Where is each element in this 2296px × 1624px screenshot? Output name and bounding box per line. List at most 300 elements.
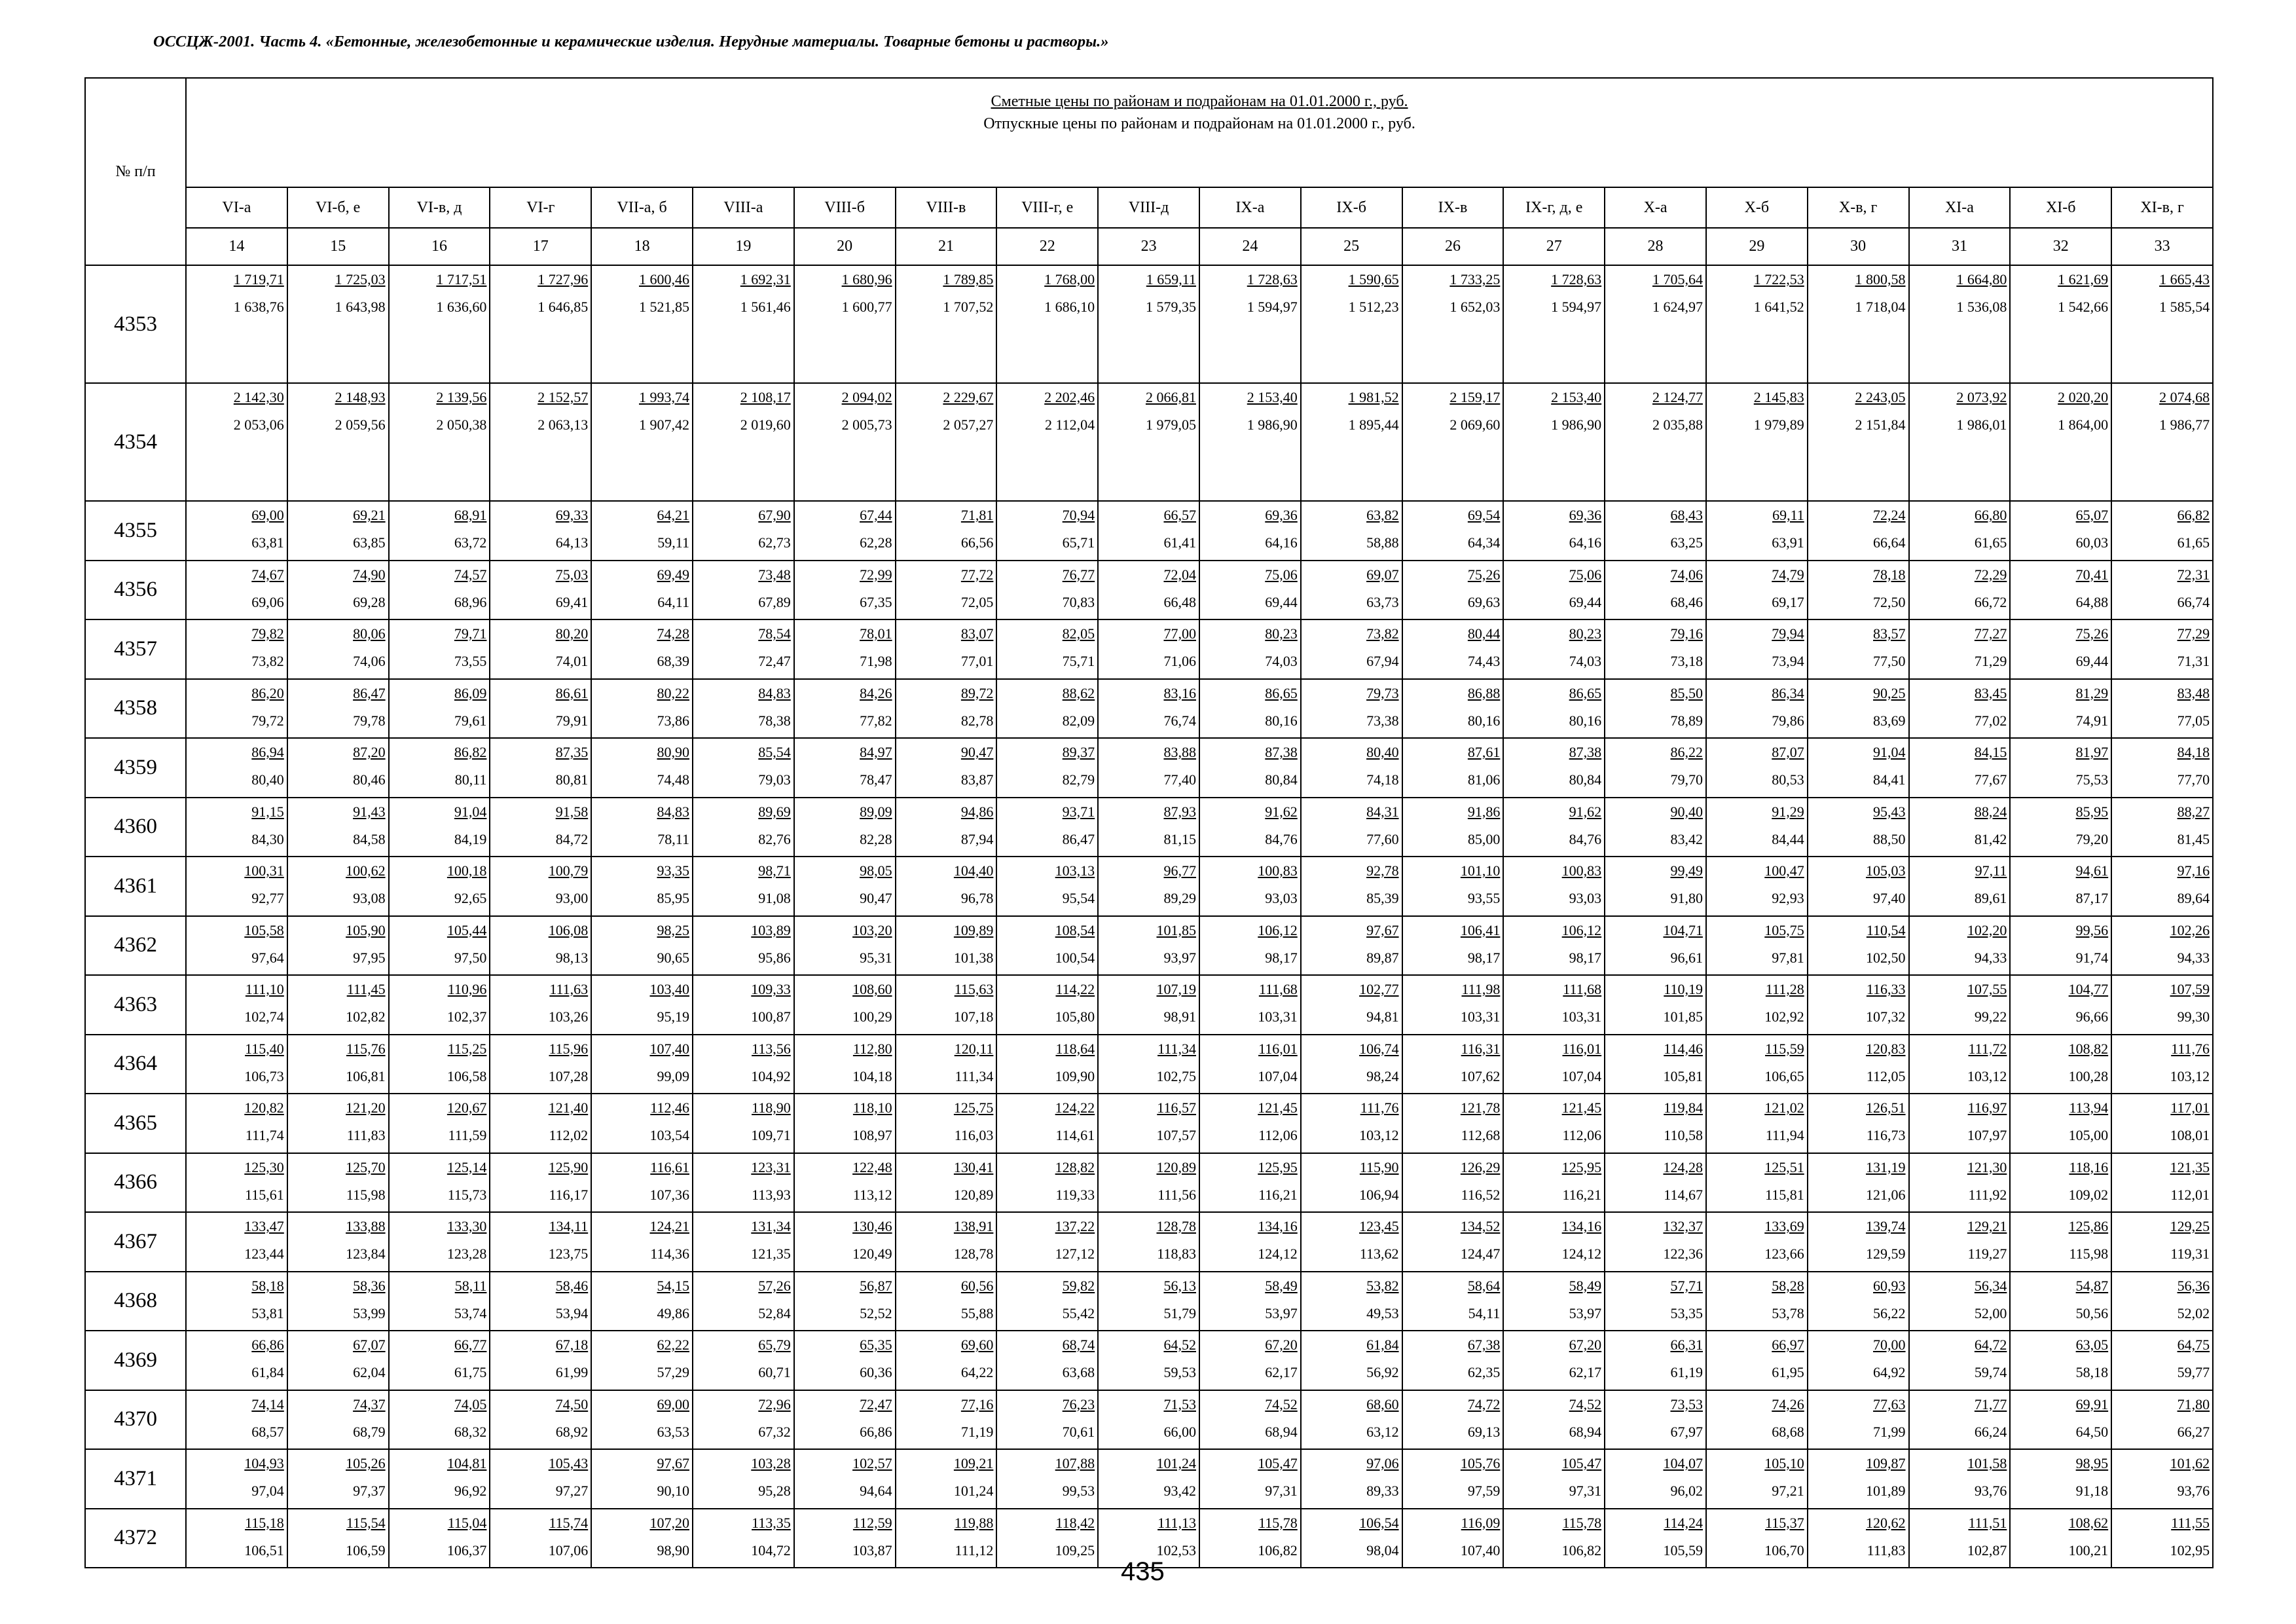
estimate-price: 74,50 [555, 1395, 589, 1412]
estimate-price: 121,45 [1561, 1099, 1602, 1116]
price-cell [389, 916, 490, 976]
release-price: 107,18 [953, 1008, 994, 1025]
price-cell [1503, 1035, 1605, 1094]
price-cell [1909, 798, 2011, 857]
release-price: 79,72 [251, 712, 284, 729]
price-cell [794, 1331, 896, 1390]
release-price: 1 986,90 [1551, 416, 1602, 433]
price-cell [1909, 1272, 2011, 1331]
price-cell [1402, 1272, 1504, 1331]
price-cell [1301, 975, 1402, 1035]
release-price: 89,61 [1974, 890, 2007, 906]
price-cell [1605, 1331, 1706, 1390]
release-price: 99,09 [657, 1067, 689, 1084]
estimate-price: 69,54 [1467, 507, 1501, 523]
price-cell [591, 798, 693, 857]
price-cell [1301, 857, 1402, 916]
estimate-price: 61,84 [1366, 1337, 1399, 1353]
estimate-price: 100,83 [1258, 862, 1298, 879]
estimate-price: 120,83 [1866, 1040, 1906, 1057]
estimate-price: 106,08 [548, 921, 589, 938]
release-price: 103,31 [1258, 1008, 1298, 1025]
release-price: 102,53 [1156, 1541, 1196, 1559]
column-number: 19 [693, 228, 794, 265]
region-header: VIII-г, е [996, 187, 1098, 228]
estimate-price: 105,26 [346, 1455, 386, 1471]
release-price: 80,53 [1772, 771, 1804, 788]
table-row [85, 561, 2213, 620]
estimate-price: 58,46 [555, 1277, 589, 1294]
estimate-price: 83,48 [2177, 684, 2210, 701]
estimate-price: 111,55 [2171, 1514, 2210, 1531]
release-price: 74,43 [1467, 653, 1501, 669]
region-header: IX-в [1402, 187, 1504, 228]
price-cell [1808, 975, 1909, 1035]
price-cell [490, 561, 591, 620]
price-cell [490, 679, 591, 739]
estimate-price: 82,05 [1062, 625, 1095, 642]
estimate-price: 112,59 [852, 1514, 892, 1531]
estimate-price: 2 243,05 [1855, 389, 1906, 405]
release-price: 71,99 [1873, 1423, 1906, 1440]
price-cell [591, 501, 693, 561]
price-cell [2010, 857, 2111, 916]
release-price: 56,92 [1366, 1364, 1399, 1380]
price-cell [1301, 1390, 1402, 1450]
release-price: 62,04 [353, 1364, 386, 1380]
estimate-price: 125,30 [244, 1158, 284, 1175]
estimate-price: 120,82 [244, 1099, 284, 1116]
estimate-price: 129,25 [2170, 1218, 2210, 1234]
estimate-price: 85,95 [2075, 803, 2109, 820]
price-cell [186, 1449, 287, 1509]
estimate-price: 115,04 [447, 1514, 487, 1531]
estimate-price: 65,35 [860, 1337, 892, 1353]
price-cell [186, 679, 287, 739]
price-cell [996, 265, 1098, 383]
price-cell [2111, 1153, 2213, 1213]
release-price: 106,81 [346, 1067, 386, 1084]
release-price: 103,12 [2170, 1067, 2210, 1084]
release-price: 1 638,76 [233, 299, 284, 315]
estimate-price: 98,25 [657, 921, 689, 938]
release-price: 63,25 [1670, 534, 1703, 551]
column-number: 25 [1301, 228, 1402, 265]
estimate-price: 2 153,40 [1551, 389, 1602, 405]
column-number: 22 [996, 228, 1098, 265]
estimate-price: 68,91 [454, 507, 487, 523]
estimate-price: 53,82 [1366, 1277, 1399, 1294]
price-cell [896, 679, 997, 739]
table-row [85, 1390, 2213, 1450]
price-cell [996, 1449, 1098, 1509]
price-cell [2010, 1212, 2111, 1272]
release-price: 70,83 [1062, 593, 1095, 610]
price-cell [1706, 1035, 1808, 1094]
estimate-price: 115,96 [549, 1040, 589, 1057]
release-price: 86,47 [1062, 830, 1095, 847]
estimate-price: 87,61 [1467, 744, 1501, 760]
release-price: 68,92 [555, 1423, 589, 1440]
estimate-price: 72,04 [1163, 566, 1196, 583]
release-price: 99,22 [1974, 1008, 2007, 1025]
price-cell [490, 916, 591, 976]
release-price: 72,50 [1873, 593, 1906, 610]
price-cell [1199, 383, 1301, 501]
estimate-price: 73,82 [1366, 625, 1399, 642]
price-cell [1199, 1094, 1301, 1153]
price-cell [287, 1390, 389, 1450]
price-cell [1808, 1153, 1909, 1213]
release-price: 54,11 [1468, 1304, 1501, 1321]
release-price: 74,03 [1569, 653, 1602, 669]
price-cell [896, 1390, 997, 1450]
estimate-price: 1 665,43 [2159, 271, 2210, 287]
release-price: 102,75 [1156, 1067, 1196, 1084]
price-cell [1098, 265, 1199, 383]
estimate-price: 97,06 [1366, 1455, 1399, 1471]
release-price: 74,01 [555, 653, 589, 669]
release-price: 78,89 [1670, 712, 1703, 729]
estimate-price: 107,40 [649, 1040, 689, 1057]
release-price: 107,40 [1460, 1541, 1501, 1559]
row-number: 4372 [85, 1509, 186, 1568]
release-price: 63,12 [1366, 1423, 1399, 1440]
release-price: 102,50 [1866, 949, 1906, 966]
release-price: 113,12 [852, 1186, 892, 1203]
price-cell [2010, 561, 2111, 620]
price-cell [1605, 1390, 1706, 1450]
price-cell [1199, 1449, 1301, 1509]
estimate-price: 58,49 [1569, 1277, 1602, 1294]
release-price: 93,08 [353, 890, 386, 906]
price-cell [2111, 561, 2213, 620]
price-cell [1301, 1212, 1402, 1272]
estimate-price: 76,77 [1062, 566, 1095, 583]
price-cell [1199, 857, 1301, 916]
estimate-price: 115,78 [1258, 1514, 1298, 1531]
row-number: 4358 [85, 679, 186, 739]
estimate-price: 58,64 [1467, 1277, 1501, 1294]
release-price: 97,37 [353, 1483, 386, 1499]
estimate-price: 86,65 [1569, 684, 1602, 701]
price-cell [1199, 1331, 1301, 1390]
price-cell [186, 1035, 287, 1094]
release-price: 107,04 [1258, 1067, 1298, 1084]
release-price: 49,86 [657, 1304, 689, 1321]
release-price: 71,06 [1163, 653, 1196, 669]
release-price: 95,54 [1062, 890, 1095, 906]
price-cell [693, 1272, 794, 1331]
release-price: 2 050,38 [436, 416, 487, 433]
estimate-price: 67,20 [1569, 1337, 1602, 1353]
estimate-price: 114,22 [1055, 981, 1095, 997]
price-cell [490, 857, 591, 916]
release-price: 2 069,60 [1449, 416, 1501, 433]
release-price: 99,53 [1062, 1483, 1095, 1499]
release-price: 98,24 [1366, 1067, 1399, 1084]
release-price: 90,10 [657, 1483, 689, 1499]
price-cell [896, 383, 997, 501]
estimate-price: 121,78 [1460, 1099, 1501, 1116]
estimate-price: 84,83 [758, 684, 791, 701]
release-price: 113,62 [1359, 1246, 1399, 1262]
price-cell [1199, 501, 1301, 561]
estimate-price: 86,94 [251, 744, 284, 760]
release-price: 92,93 [1772, 890, 1804, 906]
release-price: 103,31 [1460, 1008, 1501, 1025]
estimate-price: 66,31 [1670, 1337, 1703, 1353]
estimate-price: 58,49 [1265, 1277, 1298, 1294]
price-cell [693, 1509, 794, 1568]
release-price: 64,92 [1873, 1364, 1906, 1380]
release-price: 123,75 [548, 1246, 589, 1262]
release-price: 55,88 [960, 1304, 994, 1321]
table-row [85, 265, 2213, 383]
price-cell [794, 738, 896, 798]
price-cell [591, 1153, 693, 1213]
price-cell [794, 1035, 896, 1094]
price-cell [591, 1449, 693, 1509]
estimate-price: 91,29 [1772, 803, 1804, 820]
estimate-price: 74,14 [251, 1395, 284, 1412]
estimate-price: 115,25 [447, 1040, 487, 1057]
release-price: 111,12 [955, 1541, 994, 1559]
price-cell [1199, 1390, 1301, 1450]
price-cell [1301, 1153, 1402, 1213]
price-cell [1808, 561, 1909, 620]
release-price: 95,31 [860, 949, 892, 966]
price-cell [693, 1035, 794, 1094]
price-cell [896, 619, 997, 679]
price-cell [693, 1331, 794, 1390]
price-cell [490, 1212, 591, 1272]
estimate-price: 111,76 [2171, 1040, 2210, 1057]
price-cell [1808, 1390, 1909, 1450]
price-cell [1503, 561, 1605, 620]
release-price: 85,00 [1467, 830, 1501, 847]
estimate-price: 2 139,56 [436, 389, 487, 405]
release-price: 77,01 [960, 653, 994, 669]
estimate-price: 57,26 [758, 1277, 791, 1294]
release-price: 76,74 [1163, 712, 1196, 729]
estimate-price: 103,20 [852, 921, 892, 938]
price-cell [1098, 1035, 1199, 1094]
estimate-price: 88,24 [1974, 803, 2007, 820]
price-cell [591, 1331, 693, 1390]
price-cell [1503, 738, 1605, 798]
estimate-price: 109,33 [751, 981, 791, 997]
price-cell [1098, 1153, 1199, 1213]
price-cell [1706, 975, 1808, 1035]
price-cell [1706, 1212, 1808, 1272]
price-cell [490, 1390, 591, 1450]
estimate-price: 1 680,96 [841, 271, 892, 287]
release-price: 93,00 [555, 890, 589, 906]
price-cell [896, 738, 997, 798]
price-cell [794, 561, 896, 620]
release-price: 2 063,13 [538, 416, 589, 433]
price-cell [896, 1153, 997, 1213]
estimate-price: 111,98 [1461, 981, 1501, 997]
release-price: 84,41 [1873, 771, 1906, 788]
release-price: 63,85 [353, 534, 386, 551]
region-header: VII-а, б [591, 187, 693, 228]
release-price: 73,38 [1366, 712, 1399, 729]
release-price: 69,17 [1772, 593, 1804, 610]
price-cell [1706, 1390, 1808, 1450]
release-price: 59,11 [657, 534, 689, 551]
estimate-price: 69,36 [1265, 507, 1298, 523]
row-number: 4362 [85, 916, 186, 976]
release-price: 64,11 [657, 593, 689, 610]
estimate-price: 97,11 [1975, 862, 2007, 879]
row-number: 4364 [85, 1035, 186, 1094]
release-price: 53,99 [353, 1304, 386, 1321]
release-price: 53,97 [1265, 1304, 1298, 1321]
release-price: 87,17 [2075, 890, 2109, 906]
estimate-price: 125,95 [1561, 1158, 1602, 1175]
estimate-price: 74,06 [1670, 566, 1703, 583]
release-price: 1 512,23 [1348, 299, 1399, 315]
release-price: 64,34 [1467, 534, 1501, 551]
release-price: 95,28 [758, 1483, 791, 1499]
price-cell [1402, 1035, 1504, 1094]
estimate-price: 1 728,63 [1247, 271, 1298, 287]
release-price: 78,38 [758, 712, 791, 729]
estimate-price: 57,71 [1670, 1277, 1703, 1294]
price-cell [591, 265, 693, 383]
price-cell [1503, 265, 1605, 383]
price-cell [2111, 1094, 2213, 1153]
price-cell [1605, 798, 1706, 857]
price-cell [1402, 1331, 1504, 1390]
estimate-price: 2 073,92 [1956, 389, 2007, 405]
estimate-price: 66,86 [251, 1337, 284, 1353]
estimate-price: 100,47 [1764, 862, 1804, 879]
release-price: 82,09 [1062, 712, 1095, 729]
price-cell [389, 501, 490, 561]
estimate-price: 92,78 [1366, 862, 1399, 879]
release-price: 112,05 [1866, 1067, 1906, 1084]
price-cell [1909, 975, 2011, 1035]
price-cell [1098, 1212, 1199, 1272]
price-cell [1909, 1035, 2011, 1094]
estimate-price: 103,13 [1055, 862, 1095, 879]
release-price: 66,72 [1974, 593, 2007, 610]
release-price: 124,12 [1258, 1246, 1298, 1262]
estimate-price: 86,65 [1265, 684, 1298, 701]
estimate-price: 110,96 [447, 981, 487, 997]
price-cell [1199, 561, 1301, 620]
price-cell [2111, 975, 2213, 1035]
release-price: 81,15 [1163, 830, 1196, 847]
estimate-price: 118,16 [2069, 1158, 2109, 1175]
price-cell [794, 619, 896, 679]
price-cell [287, 975, 389, 1035]
release-price: 116,17 [549, 1186, 589, 1203]
price-cell [693, 1094, 794, 1153]
release-price: 1 636,60 [436, 299, 487, 315]
estimate-price: 101,62 [2170, 1455, 2210, 1471]
release-price: 79,61 [454, 712, 487, 729]
estimate-price: 76,23 [1062, 1395, 1095, 1412]
release-price: 62,35 [1467, 1364, 1501, 1380]
estimate-price: 91,86 [1467, 803, 1501, 820]
release-price: 91,08 [758, 890, 791, 906]
price-cell [186, 1390, 287, 1450]
estimate-price: 1 993,74 [638, 389, 689, 405]
price-cell [1605, 679, 1706, 739]
estimate-price: 105,47 [1258, 1455, 1298, 1471]
estimate-price: 103,28 [751, 1455, 791, 1471]
release-price: 1 585,54 [2159, 299, 2210, 315]
estimate-price: 86,34 [1772, 684, 1804, 701]
release-price: 2 059,56 [335, 416, 386, 433]
price-cell [1706, 1094, 1808, 1153]
estimate-price: 107,88 [1055, 1455, 1095, 1471]
estimate-price: 1 621,69 [2058, 271, 2109, 287]
release-price: 93,03 [1265, 890, 1298, 906]
estimate-price: 115,78 [1562, 1514, 1602, 1531]
price-cell [996, 916, 1098, 976]
price-cell [1706, 1272, 1808, 1331]
release-price: 129,59 [1866, 1246, 1906, 1262]
release-price: 95,86 [758, 949, 791, 966]
column-number: 21 [896, 228, 997, 265]
release-price: 81,06 [1467, 771, 1501, 788]
estimate-price: 132,37 [1663, 1218, 1703, 1234]
release-price: 98,17 [1467, 949, 1501, 966]
release-price: 79,20 [2075, 830, 2109, 847]
price-cell [389, 1153, 490, 1213]
region-header: XI-а [1909, 187, 2011, 228]
price-cell [1605, 916, 1706, 976]
price-cell [794, 1390, 896, 1450]
release-price: 1 594,97 [1551, 299, 1602, 315]
estimate-price: 80,44 [1467, 625, 1501, 642]
release-price: 2 019,60 [740, 416, 791, 433]
price-cell [490, 1272, 591, 1331]
price-cell [490, 1509, 591, 1568]
column-number: 16 [389, 228, 490, 265]
estimate-price: 1 727,96 [538, 271, 589, 287]
price-cell [996, 1390, 1098, 1450]
estimate-price: 54,87 [2075, 1277, 2109, 1294]
release-price: 49,53 [1366, 1304, 1399, 1321]
release-price: 93,42 [1163, 1483, 1196, 1499]
estimate-price: 2 152,57 [538, 389, 589, 405]
estimate-price: 105,76 [1460, 1455, 1501, 1471]
release-price: 119,31 [2170, 1246, 2210, 1262]
release-price: 68,94 [1265, 1423, 1298, 1440]
price-cell [1706, 1331, 1808, 1390]
release-price: 80,16 [1569, 712, 1602, 729]
price-cell [794, 1272, 896, 1331]
estimate-price: 110,19 [1664, 981, 1703, 997]
release-price: 89,87 [1366, 949, 1399, 966]
estimate-price: 101,85 [1156, 921, 1196, 938]
price-cell [1503, 975, 1605, 1035]
price-cell [287, 1094, 389, 1153]
estimate-price: 86,61 [555, 684, 589, 701]
estimate-price: 89,09 [860, 803, 892, 820]
release-price: 83,69 [1873, 712, 1906, 729]
release-price: 84,44 [1772, 830, 1804, 847]
release-price: 102,82 [346, 1008, 386, 1025]
price-cell [996, 1509, 1098, 1568]
release-price: 107,36 [649, 1186, 689, 1203]
